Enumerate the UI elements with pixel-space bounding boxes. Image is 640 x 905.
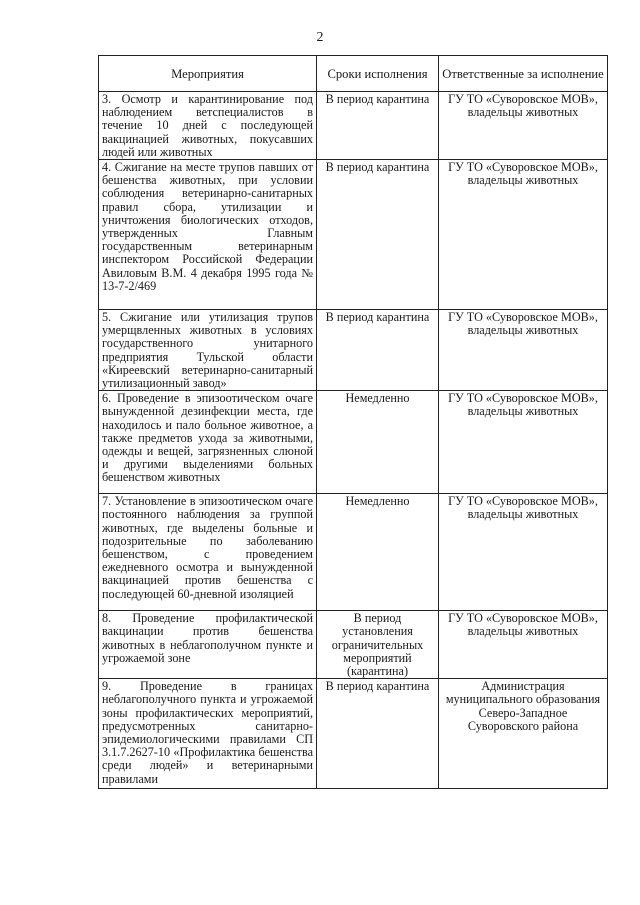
header-measures: Мероприятия — [99, 56, 317, 92]
table-header-row — [99, 56, 608, 92]
table-row — [99, 611, 608, 679]
table-row — [99, 92, 608, 160]
measure-cell: 3. Осмотр и карантинирование под наблюдением ветспециалистов в течение 10 дней с последующей вакцинацией животных, покусавших людей или животных — [99, 92, 317, 160]
term-cell: В период карантина — [317, 310, 439, 391]
table-row — [99, 494, 608, 611]
term-cell: Немедленно — [317, 391, 439, 494]
responsible-cell: ГУ ТО «Суворовское МОВ», владельцы животных — [439, 494, 608, 611]
table-row — [99, 679, 608, 789]
responsible-cell: ГУ ТО «Суворовское МОВ», владельцы животных — [439, 611, 608, 679]
table-row — [99, 310, 608, 391]
measure-cell: 5. Сжигание или утилизация трупов умерщвленных животных в условиях государственного унитарного предприятия Тульской области «Киреевский ветеринарно-санитарный утилизационный завод» — [99, 310, 317, 391]
term-cell: В период карантина — [317, 92, 439, 160]
term-cell: В период карантина — [317, 679, 439, 789]
term-cell: В период установления ограничительных мероприятий (карантина) — [317, 611, 439, 679]
table-row — [99, 391, 608, 494]
page-number: 2 — [316, 30, 324, 45]
header-responsible: Ответственные за исполнение — [439, 56, 608, 92]
measure-cell: 4. Сжигание на месте трупов павших от бешенства животных, при условии соблюдения ветеринарно-санитарных правил сбора, утилизации и уничтожения биологических отходов, утвержденных Главным государственным ветеринарным инспектором Российской Федерации Авиловым В.М. 4 декабря 1995 года № 13-7-2/469 — [99, 160, 317, 310]
responsible-cell: ГУ ТО «Суворовское МОВ», владельцы животных — [439, 310, 608, 391]
responsible-cell: ГУ ТО «Суворовское МОВ», владельцы животных — [439, 92, 608, 160]
term-cell: Немедленно — [317, 494, 439, 611]
measure-cell: 6. Проведение в эпизоотическом очаге вынужденной дезинфекции места, где находилось и пало больное животное, а также предметов ухода за животными, одежды и вещей, загрязненных слюной и другими выделениями больных бешенством животных — [99, 391, 317, 494]
measure-cell: 7. Установление в эпизоотическом очаге постоянного наблюдения за группой животных, где выделены больные и подозрительные по заболеванию бешенством, с проведением ежедневного осмотра и вынужденной вакцинацией против бешенства с последующей 60-дневной изоляцией — [99, 494, 317, 611]
responsible-cell: ГУ ТО «Суворовское МОВ», владельцы животных — [439, 160, 608, 310]
responsible-cell: Администрация муниципального образования Северо-Западное Суворовского района — [439, 679, 608, 789]
measure-cell: 8. Проведение профилактической вакцинации против бешенства животных в неблагополучном пункте и угрожаемой зоне — [99, 611, 317, 679]
table-row — [99, 160, 608, 310]
header-terms: Сроки исполнения — [317, 56, 439, 92]
measures-table — [98, 55, 608, 789]
responsible-cell: ГУ ТО «Суворовское МОВ», владельцы животных — [439, 391, 608, 494]
term-cell: В период карантина — [317, 160, 439, 310]
measure-cell: 9. Проведение в границах неблагополучного пункта и угрожаемой зоны профилактических мероприятий, предусмотренных санитарно-эпидемиологическими правилами СП 3.1.7.2627-10 «Профилактика бешенства среди людей» и ветеринарными правилами — [99, 679, 317, 789]
